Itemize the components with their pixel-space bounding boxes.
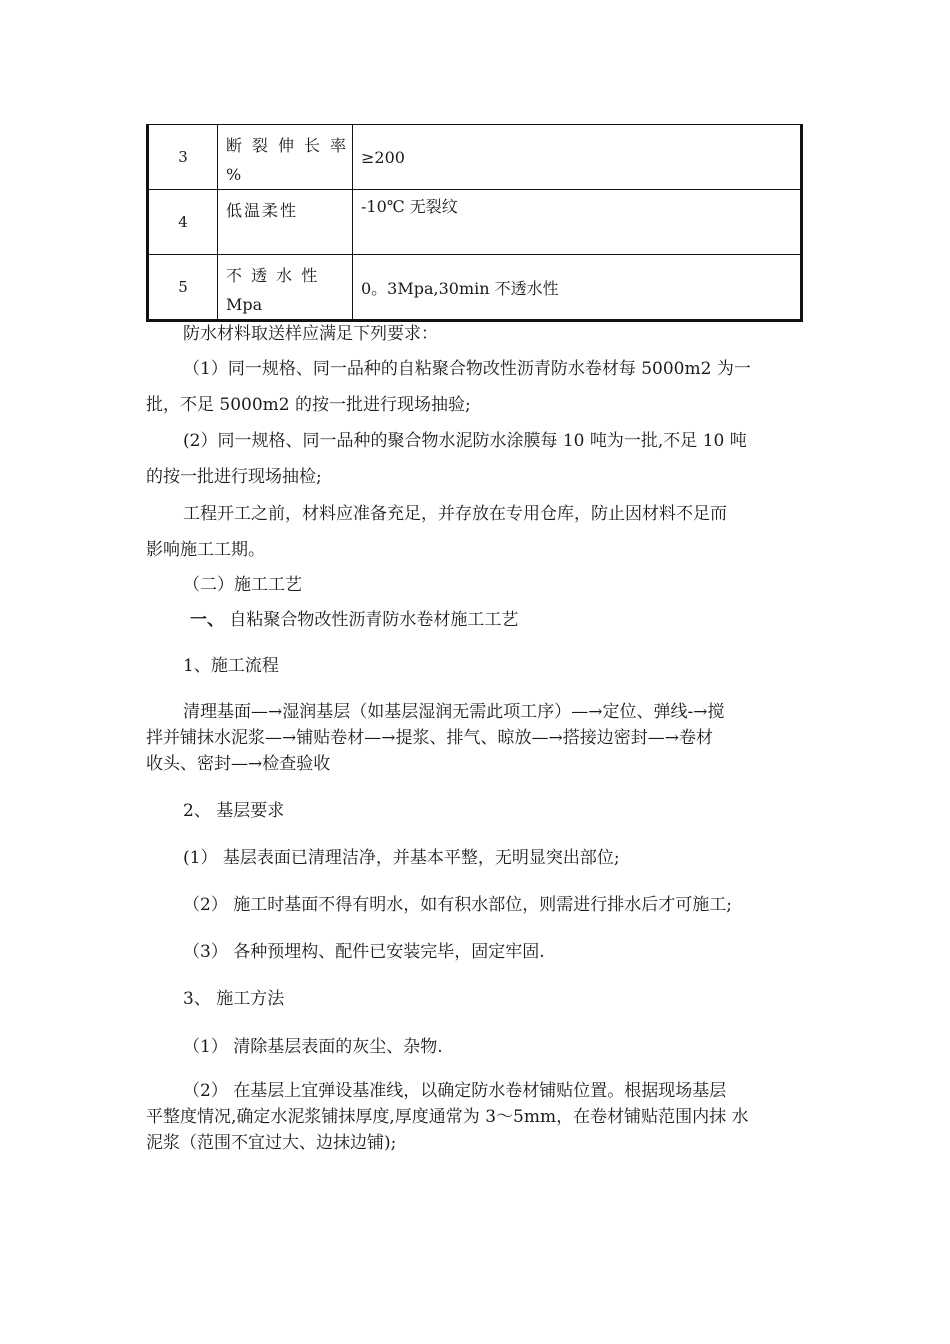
row-number: 5 (148, 255, 218, 321)
paragraph-sampling-1-line2: 批，不足 5000m2 的按一批进行现场抽验; (146, 395, 471, 415)
section-heading-membrane-process (190, 604, 850, 637)
heading-number: 一、 (190, 610, 224, 630)
property-value: ≥200 (353, 125, 802, 190)
property-value: 0。3Mpa,30min 不透水性 (353, 255, 802, 321)
property-name-line1: 断裂伸长率 (226, 136, 348, 155)
paragraph-preparation-line1: 工程开工之前，材料应准备充足，并存放在专用仓库，防止因材料不足而 (183, 504, 727, 524)
paragraph-sampling-2-line1: (2）同一规格、同一品种的聚合物水泥防水涂膜每 10 吨为一批,不足 10 吨 (183, 431, 747, 451)
row-number: 3 (148, 125, 218, 190)
method-step-1: （1） 清除基层表面的灰尘、杂物. (183, 1037, 443, 1057)
paragraph-sampling-1-line1: （1）同一规格、同一品种的自粘聚合物改性沥青防水卷材每 5000m2 为一 (183, 359, 751, 379)
subheading-base-requirements: 2、 基层要求 (183, 801, 285, 821)
property-name (218, 125, 353, 190)
base-requirement-3: （3） 各种预埋构、配件已安装完毕，固定牢固. (183, 942, 545, 962)
spec-table (146, 124, 803, 322)
property-value: -10℃ 无裂纹 (353, 190, 802, 255)
subheading-flow: 1、施工流程 (183, 656, 279, 676)
table-row (148, 125, 802, 190)
row-number: 4 (148, 190, 218, 255)
property-name (218, 190, 353, 255)
base-requirement-1: (1） 基层表面已清理洁净，并基本平整，无明显突出部位; (183, 848, 620, 868)
method-step-2-line1: （2） 在基层上宜弹设基准线，以确定防水卷材铺贴位置。根据现场基层 (183, 1081, 727, 1101)
property-name-line1: 低温柔性 (226, 201, 299, 220)
paragraph-sampling-2-line2: 的按一批进行现场抽检; (146, 467, 322, 487)
property-name-line2: % (226, 165, 242, 184)
method-step-2-line3: 泥浆（范围不宜过大、边抹边铺); (146, 1133, 397, 1153)
base-requirement-2: （2） 施工时基面不得有明水，如有积水部位，则需进行排水后才可施工; (183, 895, 732, 915)
paragraph-preparation-line2: 影响施工工期。 (146, 540, 265, 560)
property-name-line1: 不 透 水 性 (226, 266, 320, 285)
paragraph-sampling-intro: 防水材料取送样应满足下列要求： (183, 324, 438, 344)
subheading-method: 3、 施工方法 (183, 989, 285, 1009)
section-heading-construction-process: （二）施工工艺 (183, 575, 302, 595)
flow-line3: 收头、密封—→检查验收 (146, 754, 331, 774)
flow-line2: 拌并铺抹水泥浆—→铺贴卷材—→提浆、排气、晾放—→搭接边密封—→卷材 (146, 728, 713, 748)
property-name (218, 255, 353, 321)
flow-line1: 清理基面—→湿润基层（如基层湿润无需此项工序）—→定位、弹线-→搅 (183, 702, 725, 722)
property-name-line2: Mpa (226, 295, 263, 314)
table-row (148, 190, 802, 255)
method-step-2-line2: 平整度情况,确定水泥浆铺抹厚度,厚度通常为 3～5mm，在卷材铺贴范围内抹 水 (146, 1107, 749, 1127)
table-row (148, 255, 802, 321)
heading-text: 自粘聚合物改性沥青防水卷材施工工艺 (224, 610, 519, 630)
